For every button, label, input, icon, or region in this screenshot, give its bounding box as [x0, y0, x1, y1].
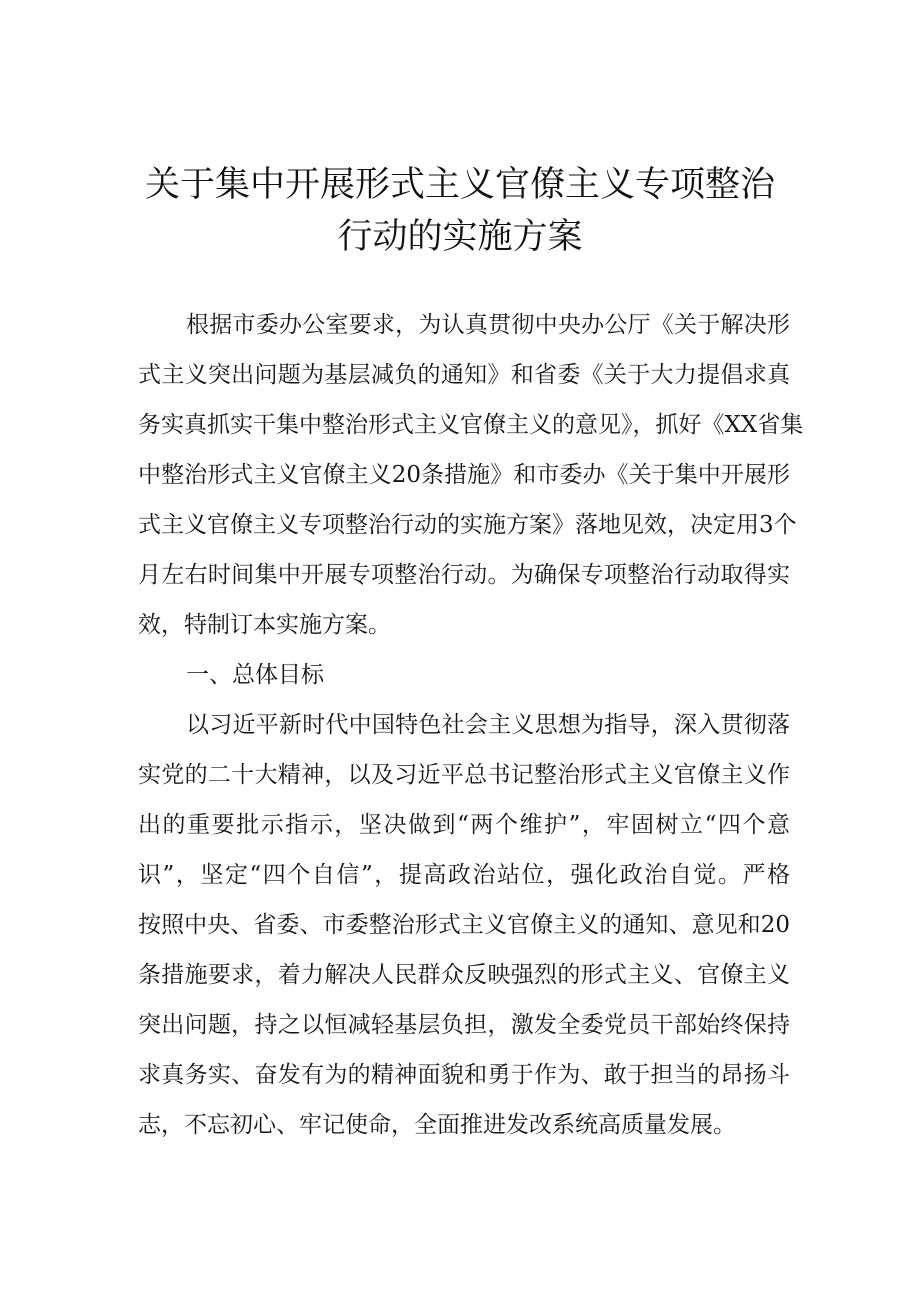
intro-paragraph-line: 效，特制订本实施方案。: [138, 612, 391, 638]
section-paragraph-line: 出的重要批示指示，坚决做到“两个维护”，牢固树立“四个意: [138, 812, 790, 838]
section-paragraph-line: 突出问题，持之以恒减轻基层负担，激发全委党员干部始终保持: [138, 1012, 790, 1038]
intro-paragraph-line: 月左右时间集中开展专项整治行动。为确保专项整治行动取得实: [138, 562, 790, 588]
section-paragraph-line: 志，不忘初心、牢记使命，全面推进发改系统高质量发展。: [138, 1112, 736, 1138]
intro-paragraph-line: 式主义突出问题为基层减负的通知》和省委《关于大力提倡求真: [138, 362, 790, 388]
document-title-line-2: 行动的实施方案: [337, 217, 583, 257]
intro-paragraph-line: 务实真抓实干集中整治形式主义官僚主义的意见》，抓好《XX省集: [138, 412, 804, 438]
intro-paragraph-line: 式主义官僚主义专项整治行动的实施方案》落地见效，决定用3个: [138, 512, 797, 538]
section-paragraph-line: 按照中央、省委、市委整治形式主义官僚主义的通知、意见和20: [138, 912, 790, 938]
section-paragraph-line: 条措施要求，着力解决人民群众反映强烈的形式主义、官僚主义: [138, 962, 790, 988]
section-paragraph-line: 识”，坚定“四个自信”，提高政治站位，强化政治自觉。严格: [138, 862, 790, 888]
section-paragraph-line: 以习近平新时代中国特色社会主义思想为指导，深入贯彻落: [186, 712, 790, 738]
section-paragraph-line: 求真务实、奋发有为的精神面貌和勇于作为、敢于担当的昂扬斗: [138, 1062, 790, 1088]
section-heading: 一、总体目标: [186, 662, 324, 688]
intro-paragraph-line: 中整治形式主义官僚主义20条措施》和市委办《关于集中开展形: [138, 462, 790, 488]
section-paragraph-line: 实党的二十大精神，以及习近平总书记整治形式主义官僚主义作: [138, 762, 790, 788]
document-title-line-1: 关于集中开展形式主义官僚主义专项整治: [144, 165, 775, 205]
intro-paragraph-line: 根据市委办公室要求，为认真贯彻中央办公厅《关于解决形: [186, 312, 790, 338]
